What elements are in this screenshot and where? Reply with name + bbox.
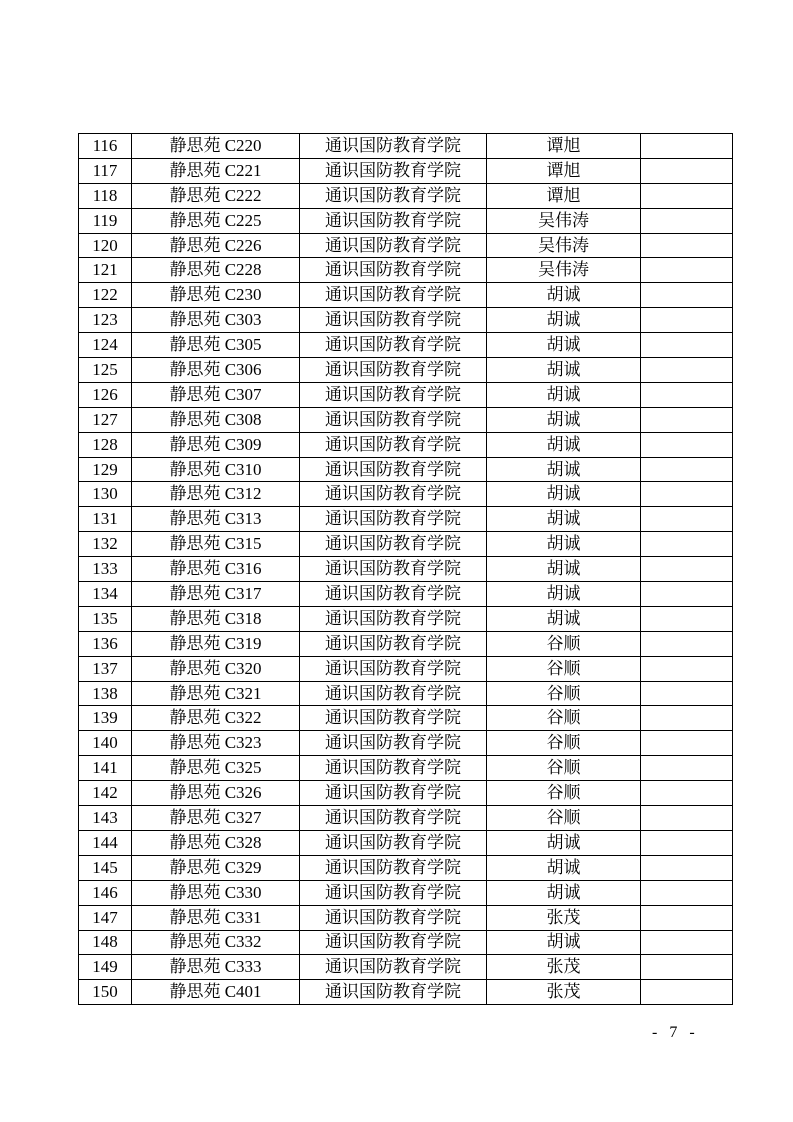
college-cell: 通识国防教育学院 — [300, 731, 487, 756]
table-row — [79, 382, 733, 407]
note-cell — [641, 134, 733, 159]
college-cell: 通识国防教育学院 — [300, 308, 487, 333]
person-cell: 胡诚 — [487, 930, 641, 955]
person-cell: 胡诚 — [487, 855, 641, 880]
room-cell: 静思苑 C330 — [132, 880, 300, 905]
college-cell: 通识国防教育学院 — [300, 432, 487, 457]
note-cell — [641, 980, 733, 1005]
college-cell: 通识国防教育学院 — [300, 482, 487, 507]
table-row — [79, 258, 733, 283]
room-cell: 静思苑 C322 — [132, 706, 300, 731]
college-cell: 通识国防教育学院 — [300, 930, 487, 955]
row-number-cell: 133 — [79, 557, 132, 582]
table-row — [79, 333, 733, 358]
person-cell: 谷顺 — [487, 781, 641, 806]
note-cell — [641, 407, 733, 432]
note-cell — [641, 731, 733, 756]
room-cell: 静思苑 C326 — [132, 781, 300, 806]
college-cell: 通识国防教育学院 — [300, 233, 487, 258]
person-cell: 胡诚 — [487, 482, 641, 507]
table-row — [79, 731, 733, 756]
room-cell: 静思苑 C222 — [132, 183, 300, 208]
college-cell: 通识国防教育学院 — [300, 806, 487, 831]
table-row — [79, 606, 733, 631]
room-cell: 静思苑 C307 — [132, 382, 300, 407]
table-row — [79, 855, 733, 880]
table-row — [79, 308, 733, 333]
table-row — [79, 582, 733, 607]
table-row — [79, 905, 733, 930]
row-number-cell: 125 — [79, 358, 132, 383]
table-row — [79, 955, 733, 980]
college-cell: 通识国防教育学院 — [300, 557, 487, 582]
room-cell: 静思苑 C309 — [132, 432, 300, 457]
college-cell: 通识国防教育学院 — [300, 183, 487, 208]
note-cell — [641, 930, 733, 955]
table-row — [79, 358, 733, 383]
college-cell: 通识国防教育学院 — [300, 208, 487, 233]
person-cell: 胡诚 — [487, 308, 641, 333]
college-cell: 通识国防教育学院 — [300, 955, 487, 980]
table-row — [79, 432, 733, 457]
room-cell: 静思苑 C321 — [132, 681, 300, 706]
room-cell: 静思苑 C333 — [132, 955, 300, 980]
note-cell — [641, 681, 733, 706]
room-cell: 静思苑 C317 — [132, 582, 300, 607]
note-cell — [641, 333, 733, 358]
college-cell: 通识国防教育学院 — [300, 855, 487, 880]
room-cell: 静思苑 C319 — [132, 631, 300, 656]
person-cell: 胡诚 — [487, 407, 641, 432]
table-row — [79, 656, 733, 681]
table-row — [79, 482, 733, 507]
row-number-cell: 139 — [79, 706, 132, 731]
note-cell — [641, 781, 733, 806]
note-cell — [641, 507, 733, 532]
table-row — [79, 208, 733, 233]
table-row — [79, 830, 733, 855]
person-cell: 吴伟涛 — [487, 208, 641, 233]
college-cell: 通识国防教育学院 — [300, 656, 487, 681]
person-cell: 胡诚 — [487, 333, 641, 358]
room-cell: 静思苑 C315 — [132, 532, 300, 557]
room-cell: 静思苑 C226 — [132, 233, 300, 258]
person-cell: 谭旭 — [487, 134, 641, 159]
room-cell: 静思苑 C313 — [132, 507, 300, 532]
room-cell: 静思苑 C332 — [132, 930, 300, 955]
note-cell — [641, 308, 733, 333]
room-cell: 静思苑 C316 — [132, 557, 300, 582]
room-cell: 静思苑 C325 — [132, 756, 300, 781]
row-number-cell: 149 — [79, 955, 132, 980]
row-number-cell: 130 — [79, 482, 132, 507]
dormitory-assignment-table — [78, 133, 732, 1005]
row-number-cell: 138 — [79, 681, 132, 706]
room-cell: 静思苑 C230 — [132, 283, 300, 308]
room-cell: 静思苑 C228 — [132, 258, 300, 283]
room-cell: 静思苑 C318 — [132, 606, 300, 631]
table-row — [79, 183, 733, 208]
college-cell: 通识国防教育学院 — [300, 382, 487, 407]
note-cell — [641, 830, 733, 855]
row-number-cell: 135 — [79, 606, 132, 631]
note-cell — [641, 582, 733, 607]
table-row — [79, 781, 733, 806]
room-cell: 静思苑 C305 — [132, 333, 300, 358]
row-number-cell: 120 — [79, 233, 132, 258]
college-cell: 通识国防教育学院 — [300, 880, 487, 905]
note-cell — [641, 756, 733, 781]
note-cell — [641, 233, 733, 258]
row-number-cell: 146 — [79, 880, 132, 905]
room-cell: 静思苑 C306 — [132, 358, 300, 383]
college-cell: 通识国防教育学院 — [300, 507, 487, 532]
person-cell: 张茂 — [487, 905, 641, 930]
row-number-cell: 143 — [79, 806, 132, 831]
note-cell — [641, 382, 733, 407]
college-cell: 通识国防教育学院 — [300, 582, 487, 607]
room-cell: 静思苑 C312 — [132, 482, 300, 507]
person-cell: 胡诚 — [487, 507, 641, 532]
person-cell: 谭旭 — [487, 158, 641, 183]
note-cell — [641, 557, 733, 582]
college-cell: 通识国防教育学院 — [300, 457, 487, 482]
table-row — [79, 930, 733, 955]
row-number-cell: 150 — [79, 980, 132, 1005]
note-cell — [641, 457, 733, 482]
row-number-cell: 137 — [79, 656, 132, 681]
table-row — [79, 557, 733, 582]
table-row — [79, 457, 733, 482]
row-number-cell: 124 — [79, 333, 132, 358]
college-cell: 通识国防教育学院 — [300, 706, 487, 731]
row-number-cell: 140 — [79, 731, 132, 756]
college-cell: 通识国防教育学院 — [300, 830, 487, 855]
table-row — [79, 631, 733, 656]
table-row — [79, 681, 733, 706]
room-cell: 静思苑 C320 — [132, 656, 300, 681]
room-cell: 静思苑 C303 — [132, 308, 300, 333]
note-cell — [641, 905, 733, 930]
table-row — [79, 706, 733, 731]
person-cell: 张茂 — [487, 980, 641, 1005]
room-cell: 静思苑 C225 — [132, 208, 300, 233]
person-cell: 胡诚 — [487, 382, 641, 407]
row-number-cell: 141 — [79, 756, 132, 781]
college-cell: 通识国防教育学院 — [300, 283, 487, 308]
note-cell — [641, 880, 733, 905]
college-cell: 通识国防教育学院 — [300, 606, 487, 631]
room-cell: 静思苑 C329 — [132, 855, 300, 880]
room-cell: 静思苑 C220 — [132, 134, 300, 159]
assignment-table — [78, 133, 733, 1005]
note-cell — [641, 158, 733, 183]
row-number-cell: 142 — [79, 781, 132, 806]
note-cell — [641, 208, 733, 233]
person-cell: 谷顺 — [487, 656, 641, 681]
college-cell: 通识国防教育学院 — [300, 781, 487, 806]
person-cell: 胡诚 — [487, 557, 641, 582]
table-row — [79, 283, 733, 308]
college-cell: 通识国防教育学院 — [300, 631, 487, 656]
row-number-cell: 127 — [79, 407, 132, 432]
college-cell: 通识国防教育学院 — [300, 681, 487, 706]
note-cell — [641, 532, 733, 557]
room-cell: 静思苑 C401 — [132, 980, 300, 1005]
college-cell: 通识国防教育学院 — [300, 980, 487, 1005]
note-cell — [641, 283, 733, 308]
row-number-cell: 121 — [79, 258, 132, 283]
row-number-cell: 118 — [79, 183, 132, 208]
table-row — [79, 158, 733, 183]
row-number-cell: 126 — [79, 382, 132, 407]
row-number-cell: 136 — [79, 631, 132, 656]
person-cell: 谭旭 — [487, 183, 641, 208]
college-cell: 通识国防教育学院 — [300, 905, 487, 930]
college-cell: 通识国防教育学院 — [300, 532, 487, 557]
table-body — [79, 134, 733, 1005]
person-cell: 谷顺 — [487, 806, 641, 831]
note-cell — [641, 631, 733, 656]
room-cell: 静思苑 C323 — [132, 731, 300, 756]
row-number-cell: 145 — [79, 855, 132, 880]
note-cell — [641, 358, 733, 383]
table-row — [79, 980, 733, 1005]
table-row — [79, 880, 733, 905]
note-cell — [641, 706, 733, 731]
college-cell: 通识国防教育学院 — [300, 158, 487, 183]
note-cell — [641, 432, 733, 457]
table-row — [79, 507, 733, 532]
room-cell: 静思苑 C221 — [132, 158, 300, 183]
row-number-cell: 116 — [79, 134, 132, 159]
room-cell: 静思苑 C331 — [132, 905, 300, 930]
person-cell: 谷顺 — [487, 706, 641, 731]
row-number-cell: 131 — [79, 507, 132, 532]
row-number-cell: 122 — [79, 283, 132, 308]
row-number-cell: 119 — [79, 208, 132, 233]
note-cell — [641, 806, 733, 831]
room-cell: 静思苑 C328 — [132, 830, 300, 855]
table-row — [79, 407, 733, 432]
college-cell: 通识国防教育学院 — [300, 258, 487, 283]
row-number-cell: 148 — [79, 930, 132, 955]
room-cell: 静思苑 C308 — [132, 407, 300, 432]
note-cell — [641, 656, 733, 681]
row-number-cell: 147 — [79, 905, 132, 930]
note-cell — [641, 183, 733, 208]
note-cell — [641, 258, 733, 283]
college-cell: 通识国防教育学院 — [300, 358, 487, 383]
college-cell: 通识国防教育学院 — [300, 333, 487, 358]
note-cell — [641, 855, 733, 880]
note-cell — [641, 482, 733, 507]
room-cell: 静思苑 C310 — [132, 457, 300, 482]
person-cell: 谷顺 — [487, 631, 641, 656]
person-cell: 胡诚 — [487, 830, 641, 855]
table-row — [79, 806, 733, 831]
row-number-cell: 129 — [79, 457, 132, 482]
person-cell: 胡诚 — [487, 880, 641, 905]
person-cell: 胡诚 — [487, 582, 641, 607]
row-number-cell: 132 — [79, 532, 132, 557]
person-cell: 胡诚 — [487, 606, 641, 631]
person-cell: 张茂 — [487, 955, 641, 980]
college-cell: 通识国防教育学院 — [300, 756, 487, 781]
row-number-cell: 123 — [79, 308, 132, 333]
person-cell: 胡诚 — [487, 358, 641, 383]
table-row — [79, 756, 733, 781]
table-row — [79, 233, 733, 258]
college-cell: 通识国防教育学院 — [300, 407, 487, 432]
row-number-cell: 134 — [79, 582, 132, 607]
table-row — [79, 134, 733, 159]
page-number: - 7 - — [652, 1024, 699, 1041]
person-cell: 胡诚 — [487, 532, 641, 557]
row-number-cell: 117 — [79, 158, 132, 183]
college-cell: 通识国防教育学院 — [300, 134, 487, 159]
note-cell — [641, 955, 733, 980]
person-cell: 吴伟涛 — [487, 258, 641, 283]
person-cell: 胡诚 — [487, 457, 641, 482]
person-cell: 谷顺 — [487, 681, 641, 706]
person-cell: 吴伟涛 — [487, 233, 641, 258]
note-cell — [641, 606, 733, 631]
person-cell: 谷顺 — [487, 731, 641, 756]
person-cell: 胡诚 — [487, 432, 641, 457]
row-number-cell: 144 — [79, 830, 132, 855]
person-cell: 胡诚 — [487, 283, 641, 308]
person-cell: 谷顺 — [487, 756, 641, 781]
room-cell: 静思苑 C327 — [132, 806, 300, 831]
row-number-cell: 128 — [79, 432, 132, 457]
table-row — [79, 532, 733, 557]
